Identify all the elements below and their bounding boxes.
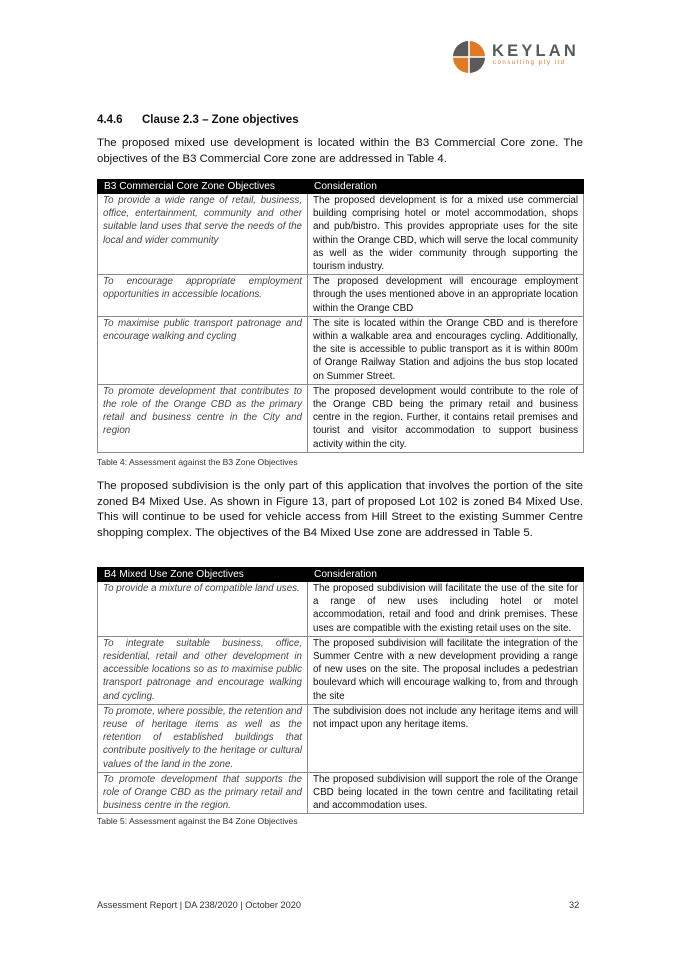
table-row: [98, 636, 584, 704]
table-header-row: [98, 180, 584, 194]
logo-tagline: consulting pty ltd: [493, 60, 566, 66]
section-number: 4.4.6: [97, 114, 123, 126]
objective-cell: To promote development that contributes to the role of the Orange CBD as the primary retail and business centre in the City and region: [98, 384, 308, 452]
table-row: [98, 772, 584, 814]
keylan-logo: [452, 40, 592, 74]
intro-paragraph: The proposed mixed use development is located within the B3 Commercial Core zone. The objectives of the B3 Commercial Core zone are addressed in Table 4.: [97, 137, 583, 165]
b4-zone-objectives-table: [97, 567, 584, 814]
consideration-cell: The proposed subdivision will facilitate the integration of the Summer Centre with a new development providing a range of new uses on the site. The proposal includes a pedestrian boulevard which will encourage walking to, from and through the site: [308, 636, 584, 704]
subdivision-paragraph: The proposed subdivision is the only part of this application that involves the portion of the site zoned B4 Mixed Use. As shown in Figure 13, part of proposed Lot 102 is zoned B4 Mixed Use. This will continue to be used for vehicle access from Hill Street to the existing Summer Centre shopping complex. The objectives of the B4 Mixed Use zone are addressed in Table 5.: [97, 480, 583, 539]
logo-name: KEYLAN: [492, 42, 580, 60]
section-title: Clause 2.3 – Zone objectives: [142, 114, 299, 126]
page-number: 32: [569, 900, 580, 910]
section-heading: [97, 114, 299, 126]
consideration-cell: The site is located within the Orange CBD and is therefore within a walkable area and encourages cycling. Additionally, the site is accessible to public transport as it is within 800m of Orange Railway Station and adjoins the bus stop located on Summer Street.: [308, 316, 584, 384]
objective-cell: To encourage appropriate employment opportunities in accessible locations.: [98, 275, 308, 317]
consideration-cell: The proposed development would contribute to the role of the Orange CBD being the primary retail and business centre in the region. Further, it contains retail premises and tourist and visitor accommodation to support business activity within the city.: [308, 384, 584, 452]
consideration-cell: The subdivision does not include any heritage items and will not impact upon any heritage items.: [308, 704, 584, 772]
table-4-caption: Table 4: Assessment against the B3 Zone Objectives: [97, 457, 298, 467]
objective-cell: To integrate suitable business, office, residential, retail and other development in accessible locations so as to maximise public transport patronage and encourage walking and cycling.: [98, 636, 308, 704]
objective-cell: To promote, where possible, the retention and reuse of heritage items as well as the retention of established buildings that contribute positively to the heritage or cultural values of the land in the zone.: [98, 704, 308, 772]
table-5-caption: Table 5: Assessment against the B4 Zone Objectives: [97, 816, 298, 826]
column-header: B3 Commercial Core Zone Objectives: [98, 180, 308, 194]
column-header: B4 Mixed Use Zone Objectives: [98, 568, 308, 582]
objective-cell: To maximise public transport patronage and encourage walking and cycling: [98, 316, 308, 384]
table-header-row: [98, 568, 584, 582]
table-row: [98, 582, 584, 637]
objective-cell: To provide a mixture of compatible land uses.: [98, 582, 308, 637]
consideration-cell: The proposed development will encourage employment through the uses mentioned above in an appropriate location within the Orange CBD: [308, 275, 584, 317]
table-row: [98, 704, 584, 772]
table-row: [98, 316, 584, 384]
consideration-cell: The proposed subdivision will facilitate the use of the site for a range of new uses including hotel or motel accommodation, retail and food and drink premises. These uses are compatible with the existing retail uses on the site.: [308, 582, 584, 637]
keylan-logo-mark-icon: [452, 40, 486, 74]
column-header: Consideration: [308, 180, 584, 194]
consideration-cell: The proposed development is for a mixed use commercial building comprising hotel or motel accommodation, shops and pub/bistro. This provides appropriate uses for the site within the Orange CBD, which will serve the local community as well as the wider community through supporting the tourism industry.: [308, 194, 584, 275]
table-row: [98, 384, 584, 452]
column-header: Consideration: [308, 568, 584, 582]
objective-cell: To provide a wide range of retail, business, office, entertainment, community and other suitable land uses that serve the needs of the local and wider community: [98, 194, 308, 275]
consideration-cell: The proposed subdivision will support the role of the Orange CBD being located in the town centre and facilitating retail and accommodation uses.: [308, 772, 584, 814]
objective-cell: To promote development that supports the role of Orange CBD as the primary retail and business centre in the region.: [98, 772, 308, 814]
b3-zone-objectives-table: [97, 179, 584, 453]
table-row: [98, 194, 584, 275]
table-row: [98, 275, 584, 317]
footer-report-info: Assessment Report | DA 238/2020 | October 2020: [97, 900, 301, 910]
